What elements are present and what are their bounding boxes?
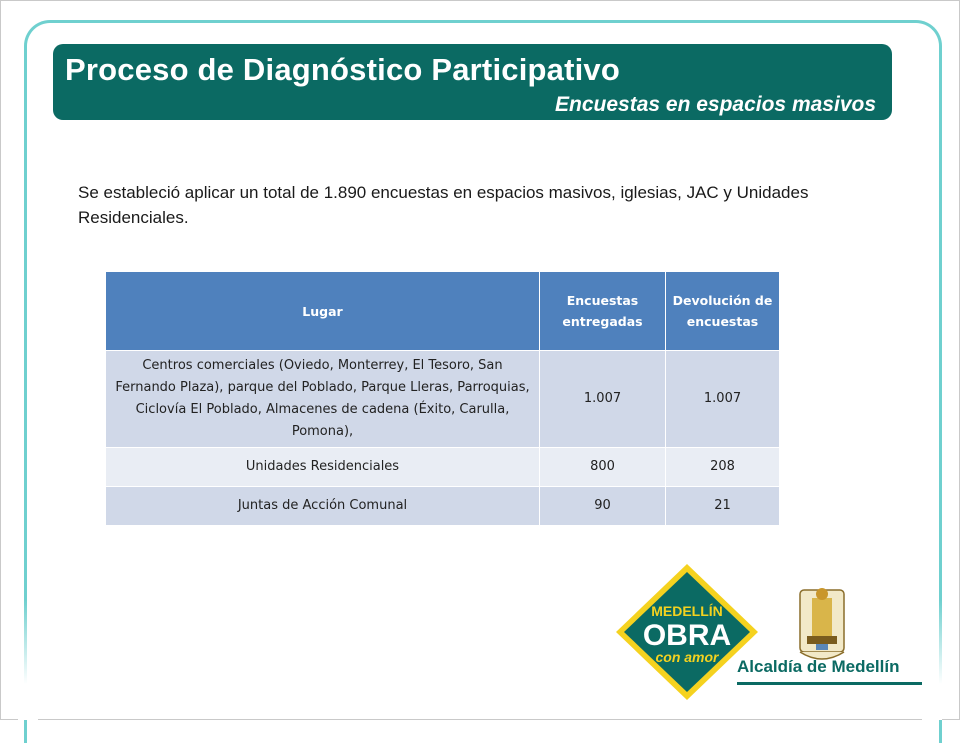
- title-banner: [53, 44, 892, 120]
- table-row: [106, 351, 780, 448]
- logo-underline: [737, 682, 922, 685]
- page-subtitle: Encuestas en espacios masivos: [555, 93, 876, 116]
- cell-entregadas: 90: [540, 487, 666, 526]
- cell-entregadas: 800: [540, 448, 666, 487]
- intro-paragraph: Se estableció aplicar un total de 1.890 encuestas en espacios masivos, iglesias, JAC y Unidades Residenciales.: [78, 183, 809, 227]
- page-title: Proceso de Diagnóstico Participativo: [65, 52, 621, 87]
- cell-lugar: Centros comerciales (Oviedo, Monterrey, El Tesoro, San Fernando Plaza), parque del Poblado, Parque Lleras, Parroquias, Ciclovía El Poblado, Almacenes de cadena (Éxito, Carulla, Pomona),: [106, 351, 540, 448]
- cell-lugar: Juntas de Acción Comunal: [106, 487, 540, 526]
- logo-line2: OBRA: [642, 619, 732, 652]
- coat-of-arms-icon: [800, 588, 844, 659]
- cell-devolucion: 1.007: [666, 351, 780, 448]
- header-lugar: Lugar: [106, 272, 540, 351]
- frame-fade-left: [18, 600, 38, 720]
- table-row: [106, 487, 780, 526]
- table-header-row: [106, 272, 780, 351]
- header-devolucion: Devolución de encuestas: [666, 272, 780, 351]
- cell-devolucion: 21: [666, 487, 780, 526]
- cell-lugar: Unidades Residenciales: [106, 448, 540, 487]
- alcaldia-logo: [612, 560, 942, 710]
- table-row: [106, 448, 780, 487]
- logo-caption: Alcaldía de Medellín: [737, 657, 900, 676]
- cell-entregadas: 1.007: [540, 351, 666, 448]
- logo-line1: MEDELLÍN: [651, 603, 723, 619]
- medellin-obra-logo: [612, 560, 942, 710]
- header-encuestas-entregadas: Encuestas entregadas: [540, 272, 666, 351]
- cell-devolucion: 208: [666, 448, 780, 487]
- survey-table: [105, 271, 780, 526]
- logo-line3: con amor: [655, 649, 719, 665]
